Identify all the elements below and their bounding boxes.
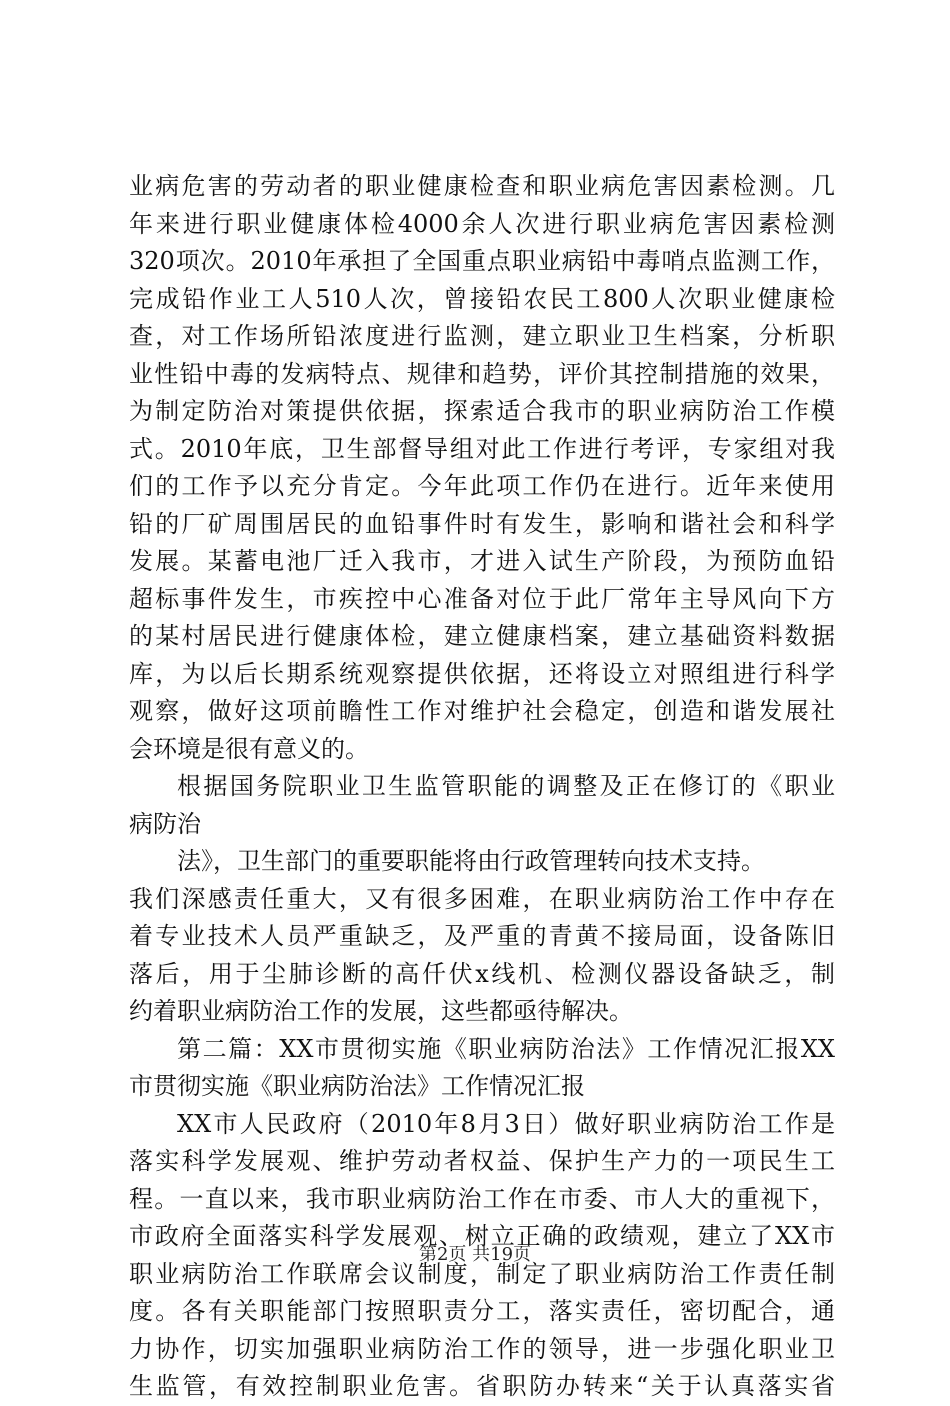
text-line: 业病危害的劳动者的职业健康检查和职业病危害因素检测。几 [129, 172, 835, 200]
text-line: 力协作，切实加强职业病防治工作的领导，进一步强化职业卫 [129, 1334, 835, 1363]
text-line: XX市人民政府（2010年8月3日）做好职业病防治工作是 [177, 1109, 835, 1138]
text-line: 法》，卫生部门的重要职能将由行政管理转向技术支持。 [177, 847, 765, 875]
text-line: 的某村居民进行健康体检，建立健康档案，建立基础资料数据 [129, 622, 835, 650]
text-line: 约着职业病防治工作的发展，这些都亟待解决。 [129, 997, 633, 1025]
text-line: 会环境是很有意义的。 [129, 734, 369, 763]
document-body [129, 168, 835, 1406]
text-line: 程。一直以来，我市职业病防治工作在市委、市人大的重视下， [129, 1184, 835, 1213]
text-line: 落后，用于尘肺诊断的高仟伏x线机、检测仪器设备缺乏，制 [129, 959, 835, 988]
page-footer [0, 1243, 950, 1267]
text-line: 生监管，有效控制职业危害。省职防办转来“关于认真落实省 [129, 1372, 835, 1400]
text-line: 发展。某蓄电池厂迁入我市，才进入试生产阶段，为预防血铅 [129, 547, 835, 575]
text-line: 第二篇：XX市贯彻实施《职业病防治法》工作情况汇报XX [177, 1034, 835, 1063]
text-line: 年来进行职业健康体检4000余人次进行职业病危害因素检测 [129, 209, 835, 238]
text-line: 库，为以后长期系统观察提供依据，还将设立对照组进行科学 [129, 659, 835, 688]
text-line: 们的工作予以充分肯定。今年此项工作仍在进行。近年来使用 [129, 472, 835, 500]
text-line: 我们深感责任重大，又有很多困难，在职业病防治工作中存在 [129, 884, 835, 913]
text-line: 落实科学发展观、维护劳动者权益、保护生产力的一项民生工 [129, 1147, 835, 1175]
text-line: 市贯彻实施《职业病防治法》工作情况汇报 [129, 1072, 585, 1100]
text-line: 度。各有关职能部门按照职责分工，落实责任，密切配合，通 [129, 1297, 835, 1325]
text-line: 业性铅中毒的发病特点、规律和趋势，评价其控制措施的效果， [129, 359, 835, 388]
text-line: 病防治 [129, 809, 201, 838]
text-line: 市政府全面落实科学发展观、树立正确的政绩观，建立了XX市 [129, 1222, 835, 1250]
text-line: 320项次。2010年承担了全国重点职业病铅中毒哨点监测工作， [129, 247, 835, 275]
text-line: 超标事件发生，市疾控中心准备对位于此厂常年主导风向下方 [129, 584, 835, 613]
text-line: 职业病防治工作联席会议制度，制定了职业病防治工作责任制 [129, 1259, 835, 1288]
text-line: 完成铅作业工人510人次，曾接铅农民工800人次职业健康检 [129, 284, 835, 313]
text-line: 式。2010年底，卫生部督导组对此工作进行考评，专家组对我 [129, 434, 835, 463]
text-line: 查，对工作场所铅浓度进行监测，建立职业卫生档案，分析职 [129, 322, 835, 350]
text-line: 铅的厂矿周围居民的血铅事件时有发生，影响和谐社会和科学 [129, 509, 835, 538]
page-number-label: 第2页 共19页 [418, 1244, 532, 1265]
text-line: 观察，做好这项前瞻性工作对维护社会稳定，创造和谐发展社 [129, 697, 835, 725]
text-line: 根据国务院职业卫生监管职能的调整及正在修订的《职业 [177, 772, 835, 800]
text-line: 着专业技术人员严重缺乏，及严重的青黄不接局面，设备陈旧 [129, 922, 835, 950]
text-line: 为制定防治对策提供依据，探索适合我市的职业病防治工作模 [129, 397, 835, 425]
